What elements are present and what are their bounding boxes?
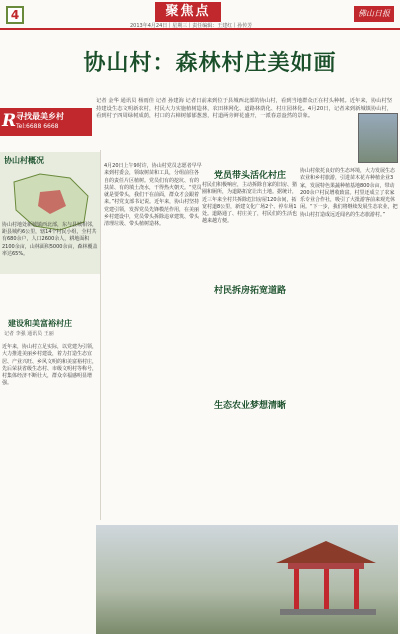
pavilion-photo — [96, 525, 398, 634]
column-divider — [100, 150, 101, 520]
page-header — [0, 0, 400, 30]
section-title: 聚焦点 — [155, 2, 221, 22]
subhead-party: 党员带头活化村庄 — [213, 171, 286, 181]
column-3-text: 协山村依托良好的生态环境，大力发展生态农业和乡村旅游，引进苗木花卉种植企业3家，发展特色果蔬种植基地800余亩，带动200余户村民增收致富。村里还成立了农家乐专业合作社，吸引了大批游客前来观光休闲。“下一步，我们将继续发展生态农业，把协山村打造成远近闻名的生态旅游村。” — [300, 168, 398, 218]
campaign-badge — [0, 108, 92, 136]
sidebar-byline: 记者 李强 通讯员 王丽 — [4, 331, 54, 337]
map-title: 协山村概况 — [4, 156, 44, 165]
page-number: 4 — [6, 6, 24, 24]
badge-letter: R — [2, 111, 17, 131]
headline: 协山村：森林村庄美如画 — [83, 50, 337, 76]
issue-meta: 2013年4月24日丨星期三丨责任编辑：王建红丨孙传芳 — [130, 23, 253, 29]
village-overview: 协山村地处新城镇西北部，东与县城相邻，距县城约6公里，辖14个村民小组，全村共有680余户，人口2600余人，耕地面积2100余亩，山林面积5000余亩，森林覆盖率达65%。 — [2, 222, 98, 257]
badge-phone: Tel:6688 6668 — [16, 123, 59, 130]
column-2-text: 村民们积极响应，主动拆除自家的旧房、猪圈和厕所，为道路拓宽让出土地。据统计，近三年来全村共拆除危旧房屋120余间，拓宽村道8公里，新建文化广场2个、停车场1处。道路通了、村庄美了，村民们的生活也越来越方便。 — [202, 182, 298, 225]
newspaper-logo: 佛山日报 — [354, 6, 394, 22]
lead-paragraph: 记者 金华 通讯员 杨雨佳 记者 孙建海 记者日前来到位于县城西北部的协山村，看到当地群众正在村头种树。近年来，协山村坚持建设生态文明新农村，村民大力实施植树造林，农田林网化、道路林荫化、村庄园林化。4月20日，记者来到新城镇协山村，看到村子四周绿树成荫，村口的古樟树郁郁葱葱，村道两旁鲜花盛开，一派春意盎然的景象。 — [96, 98, 393, 120]
badge-title: 寻找最美乡村 — [16, 112, 64, 121]
subhead-roads: 村民拆房拓宽道路 — [213, 286, 286, 296]
sidebar-title: 建设和美富裕村庄 — [8, 319, 72, 328]
subhead-ecology: 生态农业梦想清晰 — [213, 401, 286, 411]
sidebar-text: 近年来，协山村立足实际，以党建为引领，大力推进美丽乡村建设，着力打造生态宜居、产业兴旺、乡风文明的和美富裕村庄，先后荣获省级生态村、市级文明村等称号，村集体经济不断壮大，群众幸福感明显增强。 — [2, 344, 98, 387]
village-photo-small — [358, 113, 398, 163]
column-1-text: 4月20日上午9时许，协山村党员志愿者早早来到村委会，领取树苗和工具，分组前往各自的责任片区植树。党员们有的挖坑、有的扶苗、有的填土浇水，干得热火朝天。“党员就是要带头，我们干在前面，群众才会跟着来。”村党支部书记说。近年来，协山村坚持党建引领，发挥党员先锋模范作用，在美丽乡村建设中，党员带头拆除违章建筑、带头清理垃圾、带头植树造林。 — [104, 163, 202, 228]
pavilion-illustration — [266, 533, 386, 618]
